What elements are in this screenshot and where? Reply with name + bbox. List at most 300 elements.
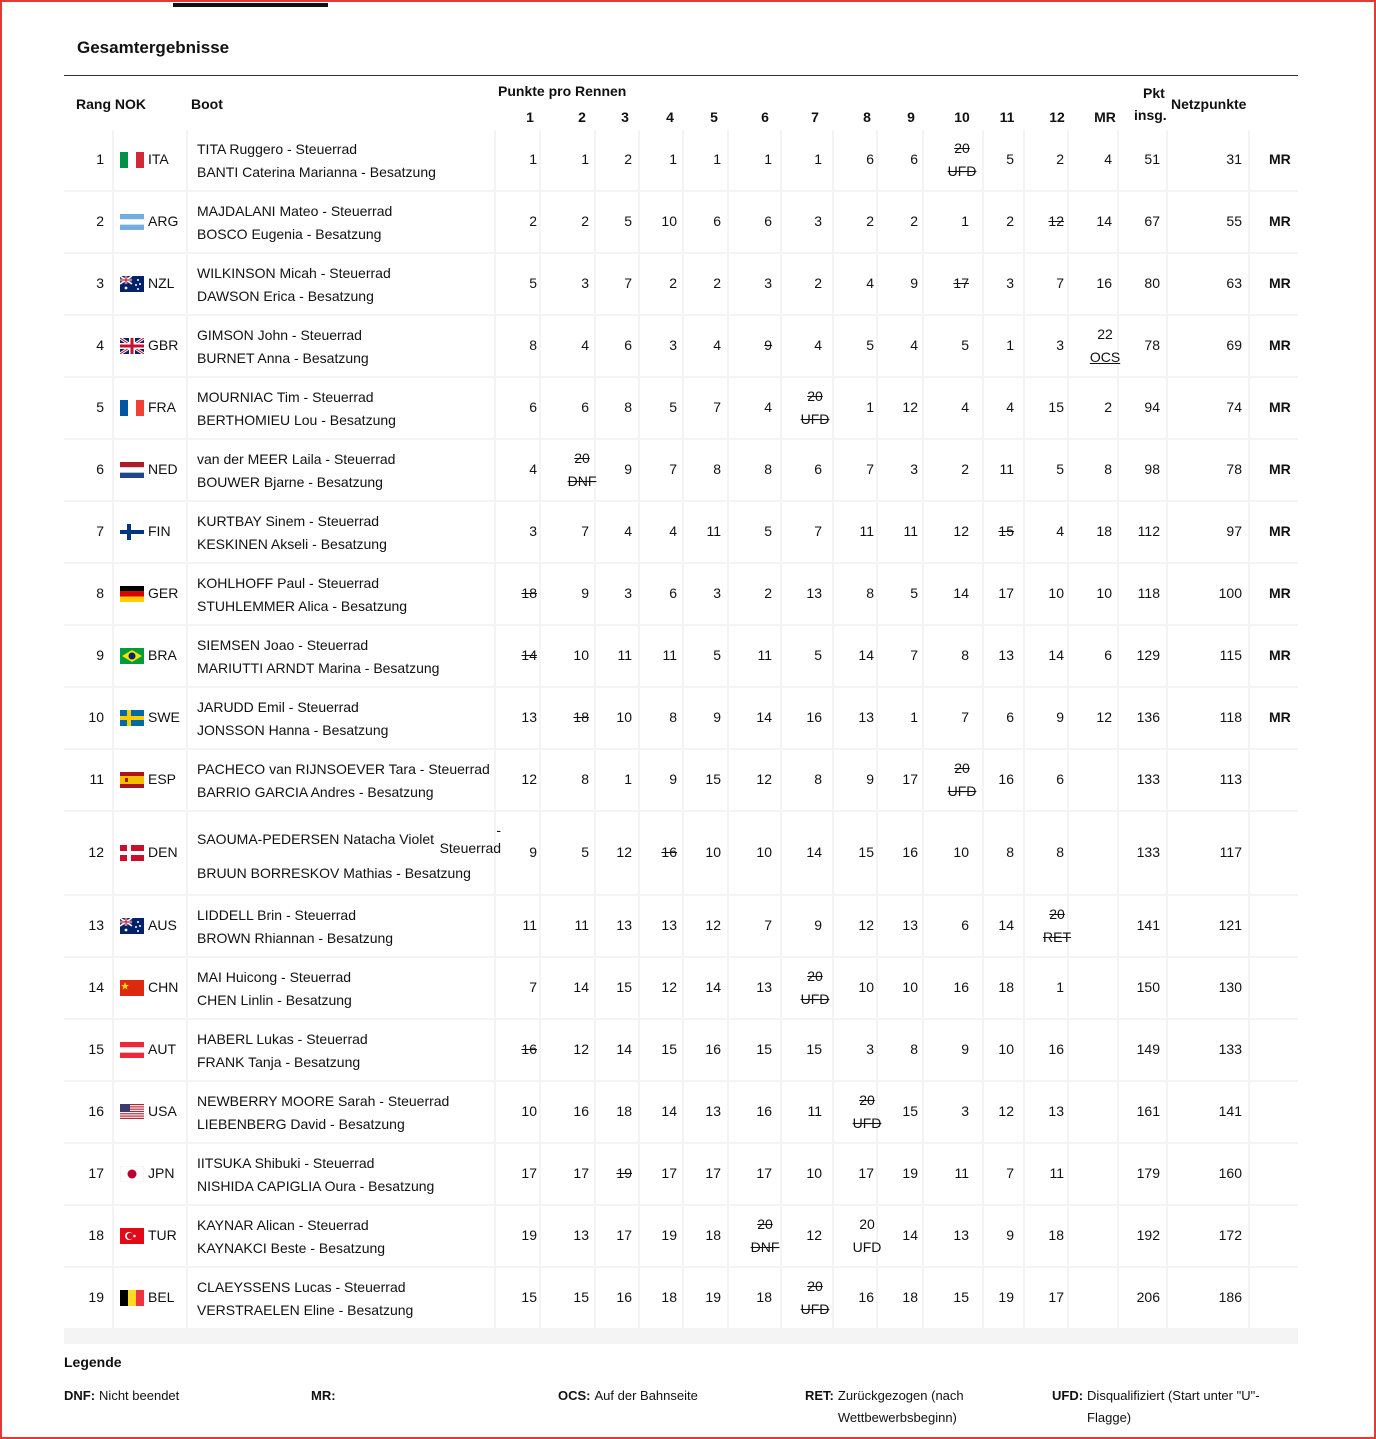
race-score: 16 [998,771,1014,787]
header-rank-nok[interactable]: Rang NOK [76,96,146,112]
race-score: 13 [705,1103,721,1119]
nok-code: CHN [148,979,179,995]
rank: 9 [96,647,104,663]
race-score: 5 [910,585,918,601]
race-score [1035,903,1079,949]
race-score: 4 [1056,523,1064,539]
header-race-11[interactable]: 11 [999,109,1015,125]
table-cell [782,750,832,810]
race-score: 15 [858,844,874,860]
race-score: 6 [910,151,918,167]
header-race-2[interactable]: 2 [578,109,586,125]
table-cell [729,1020,780,1080]
helm-name [197,448,395,471]
race-score: 1 [961,213,969,229]
table-row[interactable] [64,502,1298,562]
helm-label: NEWBERRY MOORE Sarah - Steuerrad [197,1093,450,1109]
rank: 18 [88,1227,104,1243]
race-score: 3 [1006,275,1014,291]
table-row[interactable] [64,626,1298,686]
header-boat[interactable]: Boot [191,96,223,112]
total-points: 192 [1136,1227,1160,1243]
race-score: 8 [529,337,537,353]
table-row[interactable] [64,192,1298,252]
race-score: 14 [573,979,589,995]
race-score: 10 [1096,585,1112,601]
rank: 1 [96,151,104,167]
table-row[interactable] [64,316,1298,376]
net-points: 31 [1226,151,1242,167]
crew-name: VERSTRAELEN Eline - Besatzung [197,1302,414,1318]
race-score: 10 [521,1103,537,1119]
helm-name [197,758,490,781]
table-row[interactable] [64,440,1298,500]
table-cell [729,626,780,686]
crew-name: DAWSON Erica - Besatzung [197,288,374,304]
race-score: 14 [756,709,772,725]
race-score: 15 [1048,399,1064,415]
total-points: 149 [1136,1041,1160,1057]
table-cell [924,316,982,376]
header-total-line2[interactable]: insg. [1134,107,1167,123]
medal-race-badge: MR [1269,275,1291,291]
table-cell [1069,812,1117,894]
race-score: 7 [866,461,874,477]
race-score: 12 [953,523,969,539]
table-row[interactable] [64,1082,1298,1142]
header-race-9[interactable]: 9 [907,109,915,125]
rank: 16 [88,1103,104,1119]
race-score: 10 [756,844,772,860]
nok-code: TUR [148,1227,177,1243]
boat-crew [197,966,352,1012]
rank: 15 [88,1041,104,1057]
race-score-code: RET [1043,929,1071,945]
race-score: 7 [764,917,772,933]
race-score: 1 [581,151,589,167]
race-score: 12 [616,844,632,860]
table-row[interactable] [64,750,1298,810]
legend-text: Zurückgezogen (nach Wettbewerbsbeginn) [837,1388,964,1425]
race-score: 7 [581,523,589,539]
race-score: 17 [953,275,969,291]
race-score: 1 [866,399,874,415]
race-score: 4 [814,337,822,353]
crew-name: JONSSON Hanna - Besatzung [197,722,389,738]
race-score: 13 [521,709,537,725]
race-score: 7 [961,709,969,725]
medal-race-badge: MR [1269,585,1291,601]
active-tab-indicator[interactable] [173,3,328,7]
boat-crew [197,138,436,184]
race-score-value: 20 [807,388,823,404]
race-score: 1 [1056,979,1064,995]
table-cell [924,1020,982,1080]
race-score: 15 [902,1103,918,1119]
nok-code: NED [148,461,178,477]
helm-label: MAI Huicong - Steuerrad [197,969,352,985]
table-row[interactable] [64,1268,1298,1328]
race-score: 18 [1096,523,1112,539]
table-cell [782,626,832,686]
boat-crew [197,904,393,950]
nok-code: USA [148,1103,177,1119]
header-race-5[interactable]: 5 [710,109,718,125]
table-cell [64,378,112,438]
net-points: 113 [1219,771,1242,787]
race-score: 5 [866,337,874,353]
race-score-value: 22 [1097,326,1113,342]
race-score-value: 20 [574,450,590,466]
boat-crew [197,1090,449,1136]
race-score: 11 [999,461,1014,477]
race-score: 18 [521,585,537,601]
header-race-8[interactable]: 8 [863,109,871,125]
race-score: 17 [573,1165,589,1181]
race-score: 17 [858,1165,874,1181]
table-row[interactable] [64,812,1298,894]
helm-name [197,1028,368,1051]
rank: 14 [88,979,104,995]
header-net-points[interactable]: Netzpunkte [1171,96,1247,112]
race-score: 11 [807,1103,822,1119]
net-points: 141 [1218,1103,1242,1119]
net-points: 97 [1226,523,1242,539]
table-cell [1069,958,1117,1018]
table-cell [64,750,112,810]
race-score: 15 [998,523,1014,539]
race-score: 9 [866,771,874,787]
table-cell [1069,1082,1117,1142]
table-row[interactable] [64,564,1298,624]
boat-crew [197,510,387,556]
table-cell [984,812,1023,894]
table-cell [782,896,832,956]
race-score: 7 [814,523,822,539]
net-points: 115 [1219,647,1242,663]
boat-crew [197,1276,413,1322]
header-race-7[interactable]: 7 [811,109,819,125]
net-points: 160 [1218,1165,1242,1181]
race-score: 2 [529,213,537,229]
nok-code: BEL [148,1289,175,1305]
rank: 10 [88,709,104,725]
race-score: 5 [1056,461,1064,477]
rank: 6 [96,461,104,477]
table-cell [729,1082,780,1142]
race-score: 15 [806,1041,822,1057]
header-race-12[interactable]: 12 [1049,109,1065,125]
race-score: 9 [764,337,772,353]
header-race-1[interactable]: 1 [526,109,534,125]
helm-name [197,904,393,927]
race-score: 11 [859,523,874,539]
table-row[interactable] [64,688,1298,748]
table-cell [782,316,832,376]
race-score [793,965,837,1011]
total-points: 133 [1136,771,1160,787]
table-cell [782,254,832,314]
total-points: 67 [1144,213,1160,229]
race-score: 6 [1056,771,1064,787]
table-cell [729,502,780,562]
race-score: 7 [713,399,721,415]
table-cell [64,130,112,190]
flag-icon-den [120,845,144,861]
race-score: 19 [521,1227,537,1243]
helm-label: SIEMSEN Joao - Steuerrad [197,637,369,653]
race-score: 14 [806,844,822,860]
race-score: 3 [581,275,589,291]
rank: 12 [88,844,104,860]
race-score: 6 [1006,709,1014,725]
race-score: 16 [705,1041,721,1057]
race-score: 2 [910,213,918,229]
table-cell [1069,1206,1117,1266]
race-score-value: 20 [807,968,823,984]
race-score: 2 [866,213,874,229]
race-score: 17 [902,771,918,787]
race-score: 15 [521,1289,537,1305]
boat-crew [197,262,391,308]
table-cell [64,440,112,500]
total-points: 118 [1137,585,1160,601]
crew-name: LIEBENBERG David - Besatzung [197,1116,405,1132]
legend-item-dnf [64,1385,179,1407]
race-score: 13 [902,917,918,933]
flag-icon-fin [120,524,144,540]
race-score: 6 [529,399,537,415]
legend-code: MR: [311,1388,336,1403]
helm-name [197,510,387,533]
table-cell [729,896,780,956]
table-cell [729,378,780,438]
legend-title: Legende [64,1354,122,1370]
header-race-6[interactable]: 6 [761,109,769,125]
table-cell [984,1144,1023,1204]
race-score: 1 [814,151,822,167]
table-row[interactable] [64,1020,1298,1080]
table-cell [64,564,112,624]
race-score: 11 [1049,1165,1064,1181]
medal-race-badge: MR [1269,151,1291,167]
race-score: 6 [624,337,632,353]
race-score: 3 [669,337,677,353]
race-score-value: 20 [954,140,970,156]
race-score-code: UFD [947,163,977,179]
race-score: 8 [669,709,677,725]
race-score: 8 [1104,461,1112,477]
race-score: 2 [814,275,822,291]
header-race-4[interactable]: 4 [666,109,674,125]
table-row[interactable] [64,130,1298,190]
medal-race-badge: MR [1269,213,1291,229]
table-cell [782,502,832,562]
race-score: 4 [529,461,537,477]
total-points: 112 [1137,523,1160,539]
crew-name: STUHLEMMER Alica - Besatzung [197,598,408,614]
total-points: 161 [1136,1103,1160,1119]
table-row[interactable] [64,378,1298,438]
helm-name [197,634,439,657]
race-score: 12 [806,1227,822,1243]
race-score: 9 [669,771,677,787]
table-cell [782,192,832,252]
race-score: 8 [581,771,589,787]
race-score: 6 [1104,647,1112,663]
race-score: 9 [581,585,589,601]
race-score: 5 [814,647,822,663]
race-score [793,385,837,431]
race-score-code: UFD [800,411,830,427]
table-cell [729,130,780,190]
medal-race-badge: MR [1269,523,1291,539]
race-score: 16 [902,844,918,860]
table-row[interactable] [64,1144,1298,1204]
nok-code: NZL [148,275,175,291]
flag-icon-usa [120,1104,144,1120]
race-score: 10 [661,213,677,229]
results-table [64,130,1298,1344]
race-score: 8 [713,461,721,477]
table-cell [1250,958,1298,1018]
race-score: 2 [764,585,772,601]
race-score: 8 [624,399,632,415]
race-score: 7 [529,979,537,995]
race-score: 13 [756,979,772,995]
nok-code: FRA [148,399,176,415]
header-race-3[interactable]: 3 [621,109,629,125]
race-score: 3 [866,1041,874,1057]
net-points: 186 [1218,1289,1242,1305]
race-score: 4 [669,523,677,539]
header-race-10[interactable]: 10 [954,109,970,125]
table-cell [1250,1268,1298,1328]
race-score: 2 [1006,213,1014,229]
header-divider [64,75,1298,76]
race-score: 16 [858,1289,874,1305]
table-row[interactable] [64,958,1298,1018]
helm-label: MAJDALANI Mateo - Steuerrad [197,203,393,219]
race-score: 19 [661,1227,677,1243]
header-race-mr[interactable]: MR [1094,109,1116,125]
helm-name [197,262,391,285]
race-score: 5 [529,275,537,291]
helm-label: JARUDD Emil - Steuerrad [197,699,359,715]
helm-name [197,1090,449,1113]
flag-icon-swe [120,710,144,726]
crew-name: BARRIO GARCIA Andres - Besatzung [197,784,434,800]
table-cell [729,1268,780,1328]
table-cell [64,254,112,314]
net-points: 55 [1226,213,1242,229]
nok-code: DEN [148,844,178,860]
race-score: 3 [764,275,772,291]
race-score: 14 [1048,647,1064,663]
header-total-line1[interactable]: Pkt [1143,85,1165,101]
helm-label: GIMSON John - Steuerrad [197,327,362,343]
nok-code: ESP [148,771,177,787]
race-score: 10 [1048,585,1064,601]
race-score: 4 [1104,151,1112,167]
race-score: 12 [1096,709,1112,725]
race-score: 2 [624,151,632,167]
helm-name [197,572,407,595]
race-score: 1 [669,151,677,167]
crew-name: BERTHOMIEU Lou - Besatzung [197,412,396,428]
legend-code: UFD: [1052,1388,1084,1403]
total-points: 133 [1136,844,1160,860]
medal-race-badge: MR [1269,337,1291,353]
legend-item-ocs [558,1385,698,1407]
race-score: 14 [705,979,721,995]
race-score: 19 [902,1165,918,1181]
flag-icon-ita [120,152,144,168]
race-score: 15 [953,1289,969,1305]
race-score: 19 [705,1289,721,1305]
table-cell [729,192,780,252]
race-score: 8 [866,585,874,601]
table-footer-strip [64,1330,1298,1344]
table-row[interactable] [64,896,1298,956]
race-score: 5 [669,399,677,415]
race-score: 4 [764,399,772,415]
race-score: 12 [705,917,721,933]
net-points: 74 [1226,399,1242,415]
table-row[interactable] [64,254,1298,314]
race-score: 9 [529,844,537,860]
nok-code: SWE [148,709,180,725]
table-row[interactable] [64,1206,1298,1266]
race-score: 7 [910,647,918,663]
race-score: 8 [764,461,772,477]
flag-icon-aut [120,1042,144,1058]
table-cell [729,750,780,810]
legend-item-mr [311,1385,340,1407]
race-score: 12 [573,1041,589,1057]
total-points: 150 [1136,979,1160,995]
race-score: 19 [998,1289,1014,1305]
helm-label: PACHECO van RIJNSOEVER Tara - Steuerrad [197,761,490,777]
legend-item-ufd [1052,1385,1272,1429]
table-cell [1250,1144,1298,1204]
race-score: 18 [661,1289,677,1305]
race-score: 8 [910,1041,918,1057]
boat-crew [197,758,490,804]
race-score: 14 [998,917,1014,933]
race-score: 4 [713,337,721,353]
race-score: 13 [1048,1103,1064,1119]
table-cell [1069,750,1117,810]
race-score: 10 [806,1165,822,1181]
race-score [1083,323,1127,369]
total-points: 98 [1144,461,1160,477]
race-score-value: 20 [859,1216,875,1232]
race-score: 10 [705,844,721,860]
helm-label: van der MEER Laila - Steuerrad [197,451,396,467]
race-score: 6 [581,399,589,415]
table-cell [924,896,982,956]
race-score: 16 [1048,1041,1064,1057]
rank: 8 [96,585,104,601]
helm-label: IITSUKA Shibuki - Steuerrad [197,1155,375,1171]
helm-name [197,200,392,223]
table-cell [729,564,780,624]
legend-text: Auf der Bahnseite [594,1388,698,1403]
race-score: 2 [961,461,969,477]
table-cell [1250,1082,1298,1142]
table-cell [1250,1206,1298,1266]
